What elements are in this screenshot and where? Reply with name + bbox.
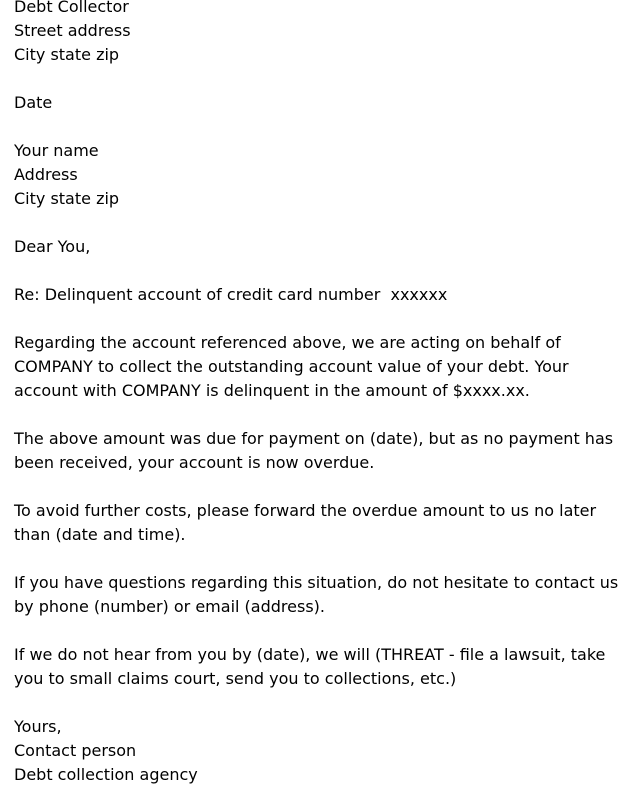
valediction: Yours, — [14, 717, 62, 736]
recipient-address: Address — [14, 165, 78, 184]
paragraph-account-reference: Regarding the account referenced above, we are acting on behalf of COMPANY to collect the outstanding account value of your debt. Your account with COMPANY is delinquent in the amount of $xxxx.xx. — [14, 333, 569, 400]
paragraph-contact-info: If you have questions regarding this situation, do not hesitate to contact us by phone (number) or email (address). — [14, 573, 619, 616]
body-paragraph — [14, 571, 632, 619]
date-block — [14, 91, 632, 115]
body-paragraph — [14, 331, 632, 403]
recipient-city: City state zip — [14, 189, 120, 208]
contact-person: Contact person — [14, 741, 137, 760]
salutation: Dear You, — [14, 237, 91, 256]
body-paragraph — [14, 427, 632, 475]
letter — [14, 0, 632, 787]
letter-date: Date — [14, 93, 53, 112]
sender-name: Debt Collector — [14, 0, 129, 16]
sender-city: City state zip — [14, 45, 120, 64]
paragraph-payment-overdue: The above amount was due for payment on (date), but as no payment has been received, your account is now overdue. — [14, 429, 614, 472]
body-paragraph — [14, 499, 632, 547]
sender-address-block — [14, 0, 632, 67]
body-paragraph — [14, 643, 632, 691]
paragraph-forward-amount: To avoid further costs, please forward the overdue amount to us no later than (date and time). — [14, 501, 597, 544]
salutation-block — [14, 235, 632, 259]
sender-street: Street address — [14, 21, 131, 40]
agency-name: Debt collection agency — [14, 765, 198, 784]
recipient-address-block — [14, 139, 632, 211]
recipient-name: Your name — [14, 141, 99, 160]
subject-block — [14, 283, 632, 307]
subject-line: Re: Delinquent account of credit card number xxxxxx — [14, 285, 448, 304]
paragraph-threat: If we do not hear from you by (date), we will (THREAT - file a lawsuit, take you to small claims court, send you to collections, etc.) — [14, 645, 606, 688]
closing-block — [14, 715, 632, 787]
